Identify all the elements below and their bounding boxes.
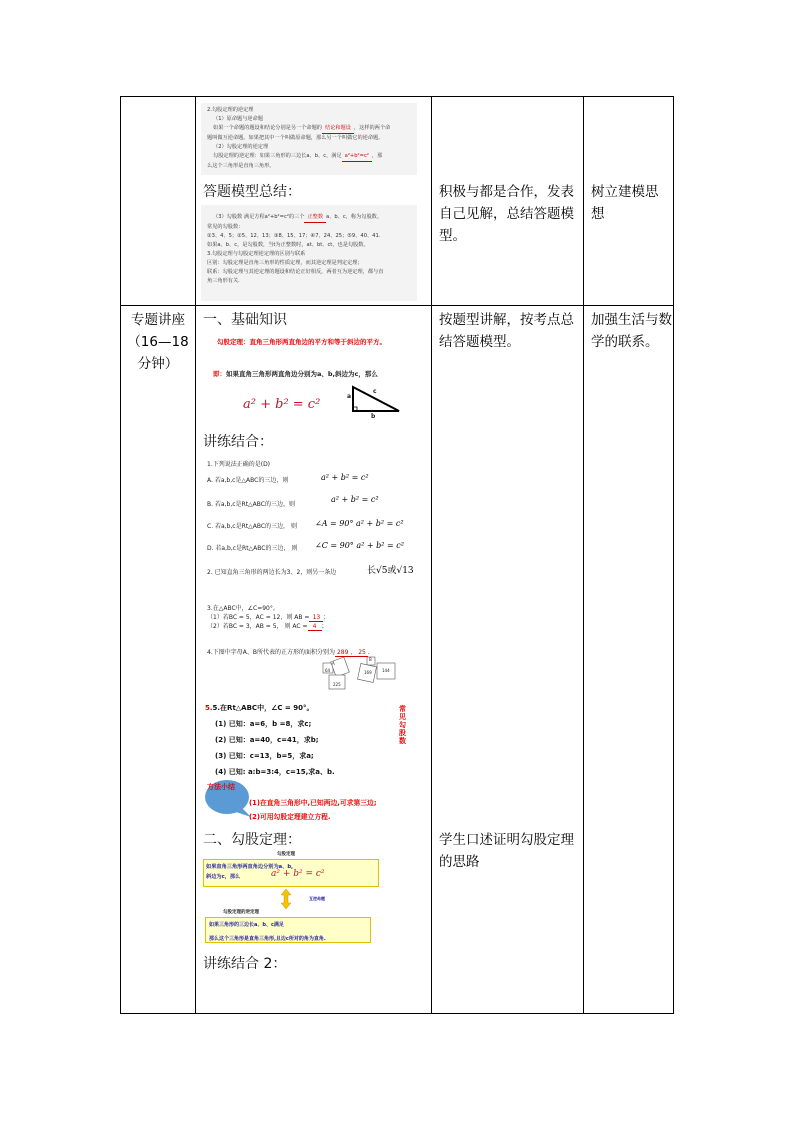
- box1-line-1: 如果直角三角形两直角边分别为a、b,: [206, 864, 293, 870]
- theorem-statement: 勾股定理：直角三角形两直角边的平方和等于斜边的平方。: [217, 338, 386, 346]
- question-3-part-2: （2）若BC = 3，AB = 5， 则 AC = 4 ；: [207, 623, 328, 630]
- question-1-option-a: A. 若a,b,c是△ABC的三边，则: [207, 477, 289, 484]
- notes-line: 角三角形有关.: [207, 278, 240, 284]
- option-c-formula: ∠A = 90° a² + b² = c²: [315, 519, 404, 528]
- answer-blank: 结论和题设: [322, 124, 354, 134]
- square-label-b: B: [369, 657, 372, 662]
- method-point-1: (1)在直角三角形中,已知两边,可求第三边;: [249, 799, 377, 807]
- practice-heading-1: 讲练结合：: [203, 434, 273, 450]
- lesson-plan-table: [120, 96, 674, 1014]
- question-1: 1.下列说法正确的是(D): [207, 461, 271, 468]
- question-4: 4.下图中字母A、B所代表的正方形的面积分别为 289 ， 25 .: [207, 649, 370, 656]
- column-divider: [431, 97, 432, 1013]
- column-divider: [583, 97, 584, 1013]
- question-2: 2. 已知直角三角形的两边长为3、2，则另一条边: [207, 569, 337, 576]
- method-point-2: (2)可用勾股定理建立方程.: [249, 813, 331, 821]
- session-label: 专题讲座（16—18分钟）: [127, 312, 189, 372]
- question-5: 5.5.在Rt△ABC中，∠C = 90°。: [205, 704, 314, 712]
- design-intent-text: 树立建模思想: [591, 184, 659, 222]
- theorem-restatement: 即：如果直角三角形两直角边分别为a、b,斜边为c，那么: [213, 370, 378, 378]
- notes-line: 如果a、b、c，是勾股数，当t为正整数时，at、bt、ct，也是勾股数。: [207, 242, 369, 248]
- notes-line: 勾股定理的逆定理：如果三角形的三边长a、b、c，满足 a²+b²=c² ，那: [207, 152, 411, 162]
- section-heading-theorem: 二、勾股定理：: [203, 832, 301, 848]
- question-5-part-2: (2) 已知：a=40，c=41，求b;: [215, 736, 319, 744]
- practice-heading-2: 讲练结合 2：: [203, 956, 287, 972]
- question-1-option-b: B. 若a,b,c是Rt△ABC的三边，则: [207, 501, 295, 508]
- answer-blank: 289 ， 25: [336, 649, 366, 656]
- squares-figure: [313, 653, 405, 695]
- pythagorean-triples-panel: [201, 205, 417, 301]
- box2-line-1: 如果三角形的三边长a、b、c满足: [209, 922, 284, 928]
- triangle-label-a: a: [347, 393, 352, 400]
- triangle-label-b: b: [371, 413, 376, 420]
- notes-line: （3）勾股数 满足方程a²+b²=c²的三个 正整数 a、b、c，称为勾股数。: [207, 213, 411, 223]
- notes-line: 题叫做互逆命题。如果把其中一个叫做原命题，那么另一个叫做它的逆命题。: [207, 135, 384, 141]
- box2-title: 勾股定理的逆定理: [223, 910, 259, 915]
- student-activity-text: 积极与都是合作，发表自己见解，总结答题模型。: [439, 184, 574, 244]
- pythagorean-formula: a² + b² = c²: [243, 397, 321, 412]
- question-3-part-1: （1）若BC = 5，AC = 12，则 AB = 13 ；: [207, 614, 330, 621]
- notes-line: 2.勾股定理的逆定理: [207, 107, 254, 113]
- teaching-method-text: 按题型讲解，按考点总结答题模型。: [439, 312, 574, 350]
- notes-line: 如果一个命题的题设和结论分别是另一个命题的 结论和题设 ，这样的两个命: [207, 124, 411, 134]
- design-intent-text-2: 加强生活与数学的联系。: [591, 312, 672, 350]
- notes-line: ①3、4、5；②5、12、13；③8、15、17；④7、24、25；⑤9、40、41.: [207, 233, 381, 239]
- square-label-144: 144: [382, 668, 390, 673]
- square-label-64: 64: [325, 668, 331, 673]
- summary-title: 答题模型总结：: [203, 184, 301, 200]
- box1-formula: a² + b² = c²: [271, 869, 325, 879]
- answer-blank: 正整数: [304, 213, 326, 223]
- question-5-part-4: (4) 已知: a:b=3:4，c=15,求a、b.: [215, 768, 335, 776]
- box1-line-2: 斜边为c，那么: [206, 874, 241, 880]
- inverse-propositions-note: 互逆命题: [309, 896, 325, 901]
- notes-line: 区别：勾股定理是直角三角形的性质定理，而其逆定理是判定定理；: [207, 260, 363, 266]
- question-2-answer: 长√5或√13: [367, 566, 414, 576]
- box1-title: 勾股定理: [277, 852, 295, 857]
- option-a-formula: a² + b² = c²: [321, 473, 369, 482]
- square-label-225: 225: [333, 682, 341, 687]
- option-b-formula: a² + b² = c²: [331, 495, 379, 504]
- notes-line: 常见的勾股数：: [207, 224, 244, 230]
- question-5-part-3: (3) 已知：c=13，b=5，求a;: [215, 752, 314, 760]
- question-3: 3.在△ABC中，∠C=90°。: [207, 605, 279, 612]
- notes-line: 么这个三角形是直角三角形。: [207, 163, 275, 169]
- question-1-option-d: D. 若a,b,c是Rt△ABC的三边， 则: [207, 545, 298, 552]
- notes-line: 联系：勾股定理与其逆定理的题设和结论正好相反，两者互为逆定理，都与直: [207, 269, 384, 275]
- row-divider: [121, 305, 673, 306]
- triangle-label-c: c: [373, 388, 377, 395]
- common-triples-note: 常见勾股数: [399, 705, 406, 745]
- answer-blank: a²+b²=c²: [342, 152, 372, 162]
- answer-blank: 13: [309, 614, 323, 622]
- inverse-theorem-notes-panel: [201, 103, 417, 175]
- notes-line: （2）勾股定理的逆定理: [213, 144, 269, 150]
- square-label-169: 169: [364, 670, 372, 675]
- question-1-option-c: C. 若a,b,c是Rt△ABC的三边， 则: [207, 523, 297, 530]
- notes-line: （1）原命题与逆命题: [213, 116, 263, 122]
- section-heading-basics: 一、基础知识: [203, 312, 287, 328]
- method-summary-bubble: 方法小结: [207, 783, 235, 791]
- box2-line-2: 那么这个三角形是直角三角形,且边c所对的角为直角.: [209, 936, 326, 942]
- column-divider: [195, 97, 196, 1013]
- option-d-formula: ∠C = 90° a² + b² = c²: [315, 541, 404, 550]
- student-proof-text: 学生口述证明勾股定理的思路: [439, 832, 574, 870]
- answer-blank: 4: [308, 623, 322, 631]
- square-label-a: A: [332, 661, 335, 666]
- notes-line: 3.勾股定理与勾股定理逆定理的区别与联系: [207, 251, 306, 257]
- double-arrow-icon: [281, 889, 291, 909]
- question-5-part-1: (1) 已知：a=6，b =8，求c;: [215, 720, 312, 728]
